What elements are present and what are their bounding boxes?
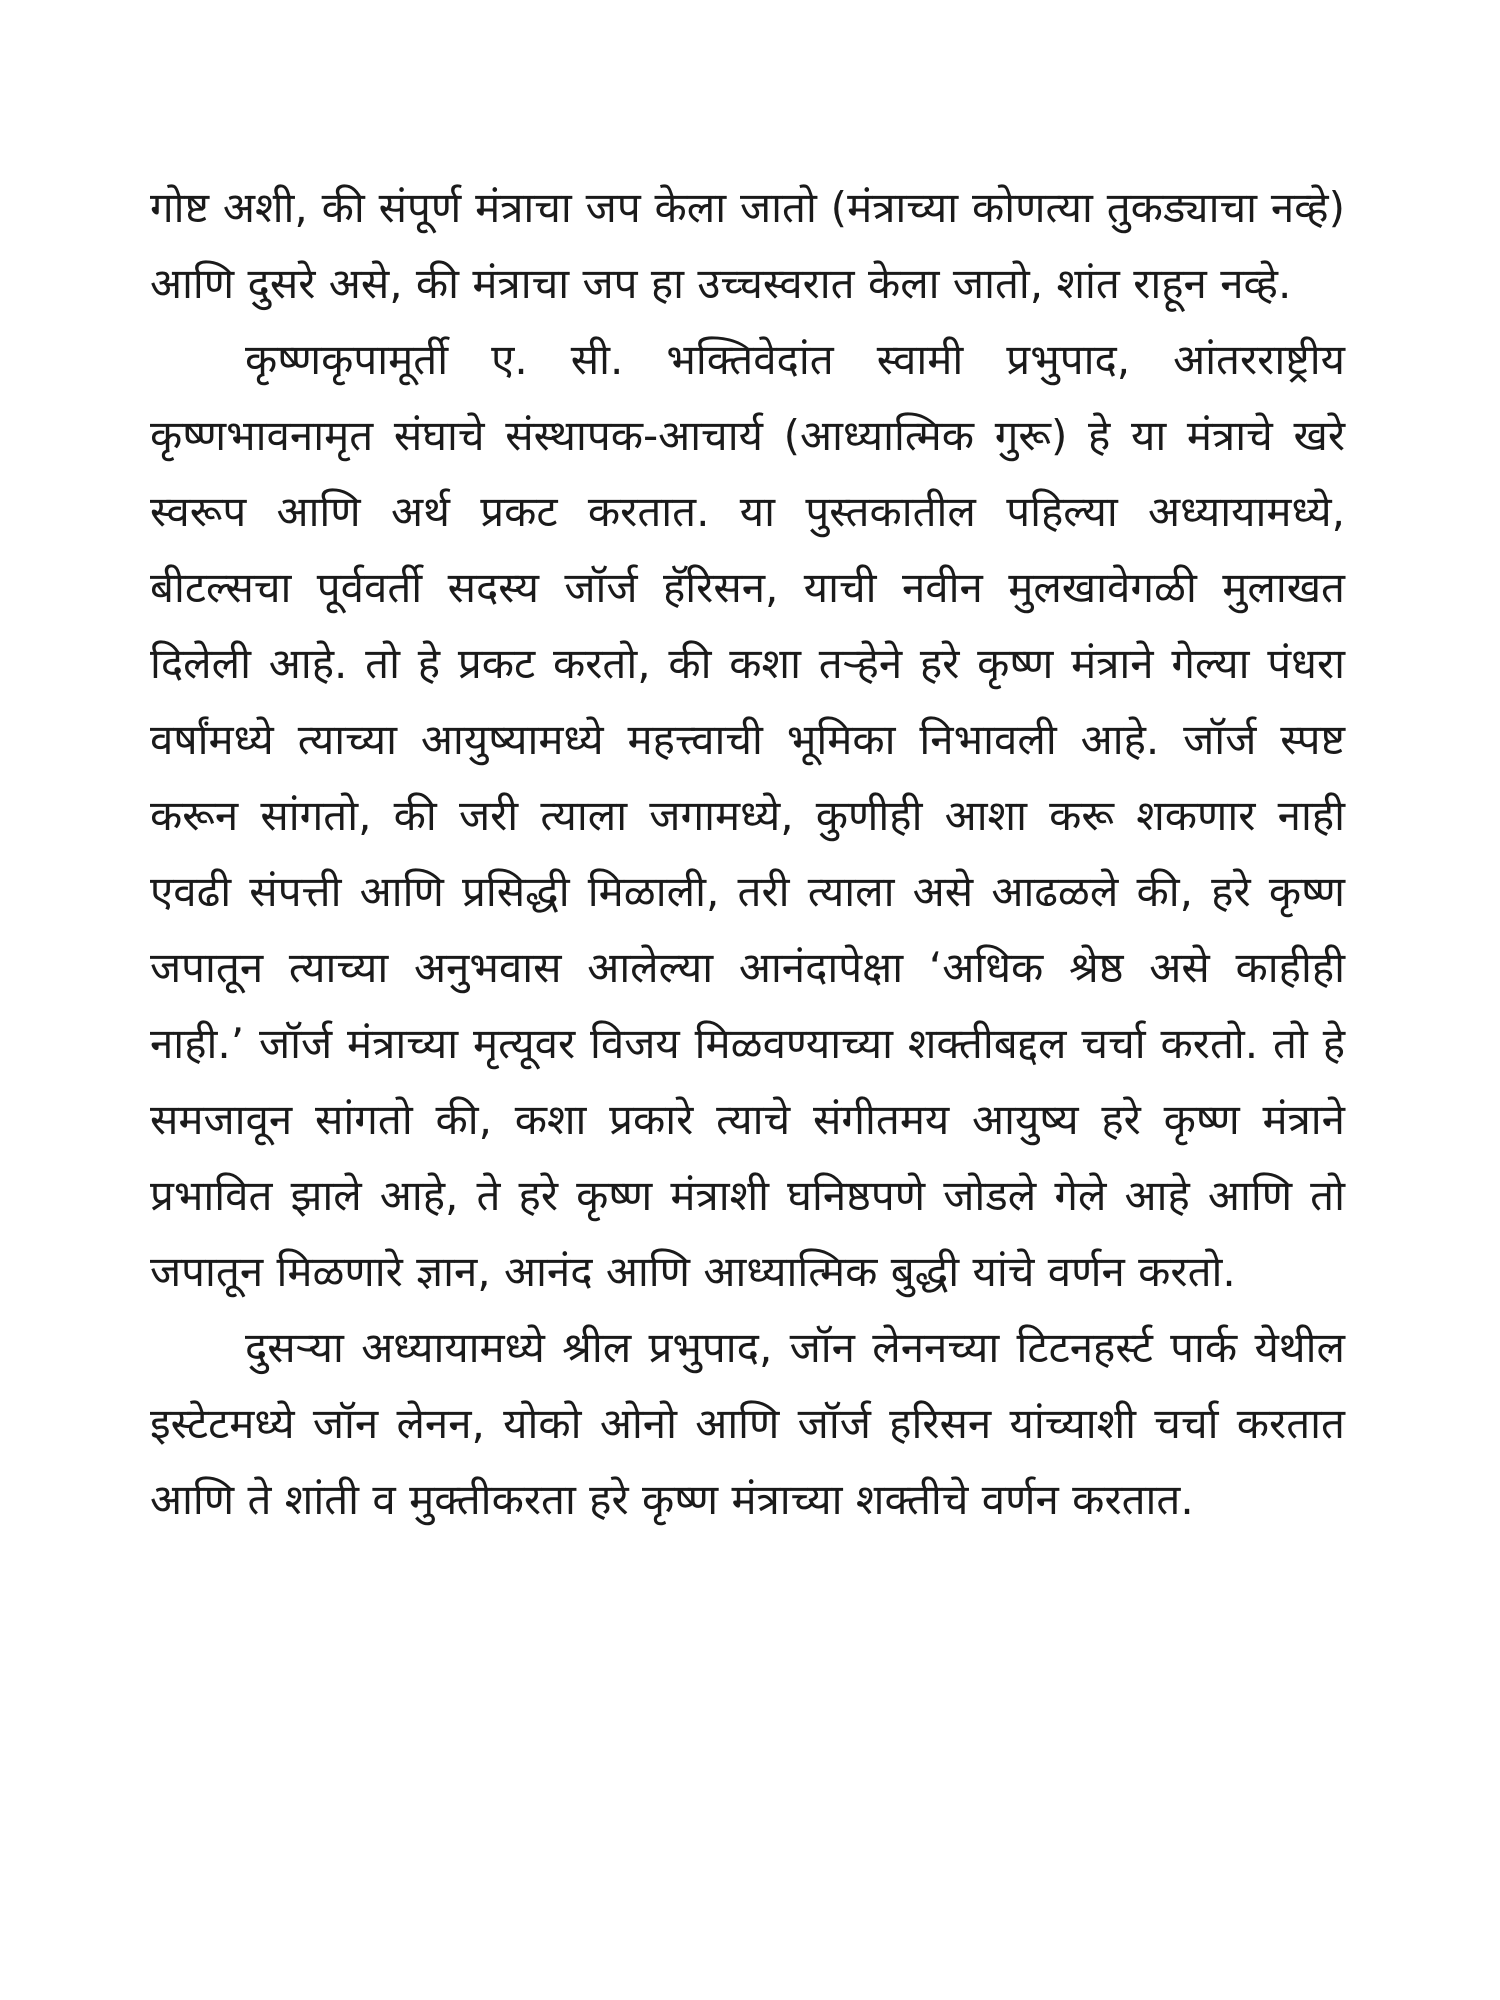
paragraph-continuation: गोष्ट अशी, की संपूर्ण मंत्राचा जप केला जातो (मंत्राच्या कोणत्या तुकड्याचा नव्हे) आणि दुसरे असे, की मंत्राचा जप हा उच्चस्वरात केला जातो, शांत राहून नव्हे. (150, 183, 1345, 308)
body-text (150, 170, 1345, 1538)
paragraph-introduction: कृष्णकृपामूर्ती ए. सी. भक्तिवेदांत स्वामी प्रभुपाद, आंतरराष्ट्रीय कृष्णभावनामृत संघाचे संस्थापक-आचार्य (आध्यात्मिक गुरू) हे या मंत्राचे खरे स्वरूप आणि अर्थ प्रकट करतात. या पुस्तकातील पहिल्या अध्यायामध्ये, बीटल्सचा पूर्ववर्ती सदस्य जॉर्ज हॅरिसन, याची नवीन मुलखावेगळी मुलाखत दिलेली आहे. तो हे प्रकट करतो, की कशा तऱ्हेने हरे कृष्ण मंत्राने गेल्या पंधरा वर्षांमध्ये त्याच्या आयुष्यामध्ये महत्त्वाची भूमिका निभावली आहे. जॉर्ज स्पष्ट करून सांगतो, की जरी त्याला जगामध्ये, कुणीही आशा करू शकणार नाही एवढी संपत्ती आणि प्रसिद्धी मिळाली, तरी त्याला असे आढळले की, हरे कृष्ण जपातून त्याच्या अनुभवास आलेल्या आनंदापेक्षा ‘अधिक श्रेष्ठ असे काहीही नाही.’ जॉर्ज मंत्राच्या मृत्यूवर विजय मिळवण्याच्या शक्तीबद्दल चर्चा करतो. तो हे समजावून सांगतो की, कशा प्रकारे त्याचे संगीतमय आयुष्य हरे कृष्ण मंत्राने प्रभावित झाले आहे, ते हरे कृष्ण मंत्राशी घनिष्ठपणे जोडले गेले आहे आणि तो जपातून मिळणारे ज्ञान, आनंद आणि आध्यात्मिक बुद्धी यांचे वर्णन करतो. (150, 335, 1345, 1296)
paragraph-second-chapter: दुसऱ्या अध्यायामध्ये श्रील प्रभुपाद, जॉन लेननच्या टिटनहर्स्ट पार्क येथील इस्टेटमध्ये जॉन लेनन, योको ओनो आणि जॉर्ज हरिसन यांच्याशी चर्चा करतात आणि ते शांती व मुक्तीकरता हरे कृष्ण मंत्राच्या शक्तीचे वर्णन करतात. (150, 1323, 1345, 1524)
